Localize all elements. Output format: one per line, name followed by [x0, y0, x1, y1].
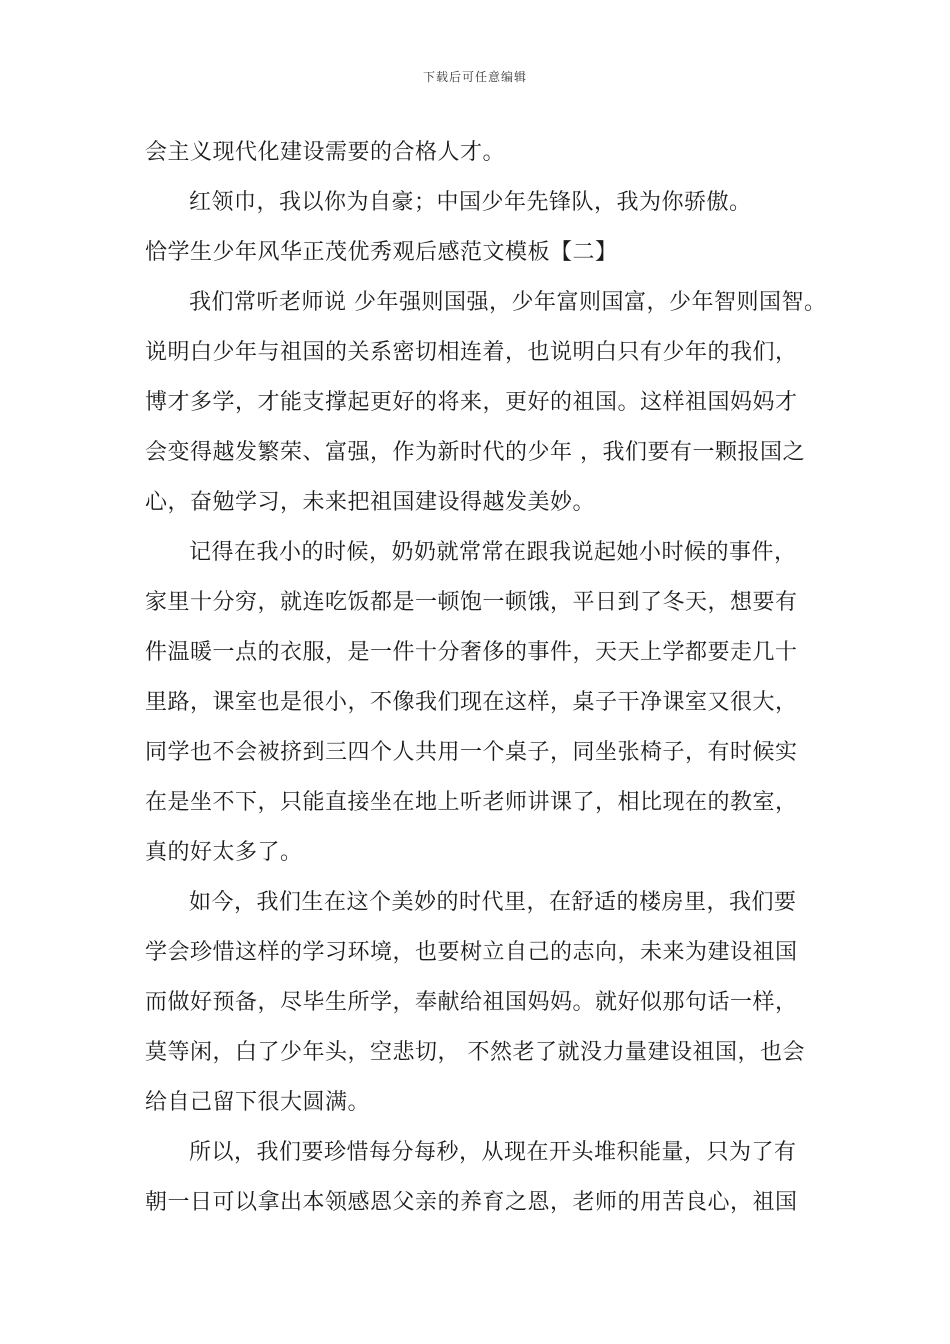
text-line: 莫等闲，白了少年头，空悲切， 不然老了就没力量建设祖国，也会: [145, 1040, 805, 1065]
text-line: 所以，我们要珍惜每分每秒，从现在开头堆积能量，只为了有: [189, 1140, 797, 1165]
text-line: 博才多学，才能支撑起更好的将来，更好的祖国。这样祖国妈妈才: [145, 390, 798, 415]
text-line: 里路，课室也是很小，不像我们现在这样，桌子干净课室又很大，: [145, 690, 798, 715]
section-heading: 恰学生少年风华正茂优秀观后感范文模板【二】: [145, 240, 618, 265]
text-line: 同学也不会被挤到三四个人共用一个桌子，同坐张椅子，有时候实: [145, 740, 798, 765]
text-line: 学会珍惜这样的学习环境，也要树立自己的志向，未来为建设祖国: [145, 940, 798, 965]
text-line: 记得在我小的时候，奶奶就常常在跟我说起她小时候的事件，: [189, 540, 797, 565]
text-line: 朝一日可以拿出本领感恩父亲的养育之恩，老师的用苦良心，祖国: [145, 1190, 798, 1215]
text-line: 会主义现代化建设需要的合格人才。: [145, 140, 506, 165]
text-line: 在是坐不下，只能直接坐在地上听老师讲课了，相比现在的教室，: [145, 790, 798, 815]
text-line: 如今，我们生在这个美妙的时代里，在舒适的楼房里，我们要: [189, 890, 797, 915]
text-line: 件温暖一点的衣服，是一件十分奢侈的事件，天天上学都要走几十: [145, 640, 798, 665]
text-line: 心，奋勉学习，未来把祖国建设得越发美妙。: [145, 490, 596, 515]
text-line: 说明白少年与祖国的关系密切相连着，也说明白只有少年的我们，: [145, 340, 798, 365]
text-line: 而做好预备，尽毕生所学，奉献给祖国妈妈。就好似那句话一样，: [145, 990, 798, 1015]
page-header: 下载后可任意编辑: [422, 70, 527, 84]
text-line: 家里十分穷，就连吃饭都是一顿饱一顿饿，平日到了冬天，想要有: [145, 590, 798, 615]
text-line: 红领巾，我以你为自豪；中国少年先锋队，我为你骄傲。: [189, 190, 752, 215]
text-line: 给自己留下很大圆满。: [145, 1090, 371, 1115]
text-line: 真的好太多了。: [145, 840, 303, 865]
text-line: 会变得越发繁荣、富强，作为新时代的少年 ，我们要有一颗报国之: [145, 440, 805, 465]
text-line: 我们常听老师说 少年强则国强，少年富则国富，少年智则国智。: [189, 290, 827, 315]
document-body: [145, 128, 825, 1228]
